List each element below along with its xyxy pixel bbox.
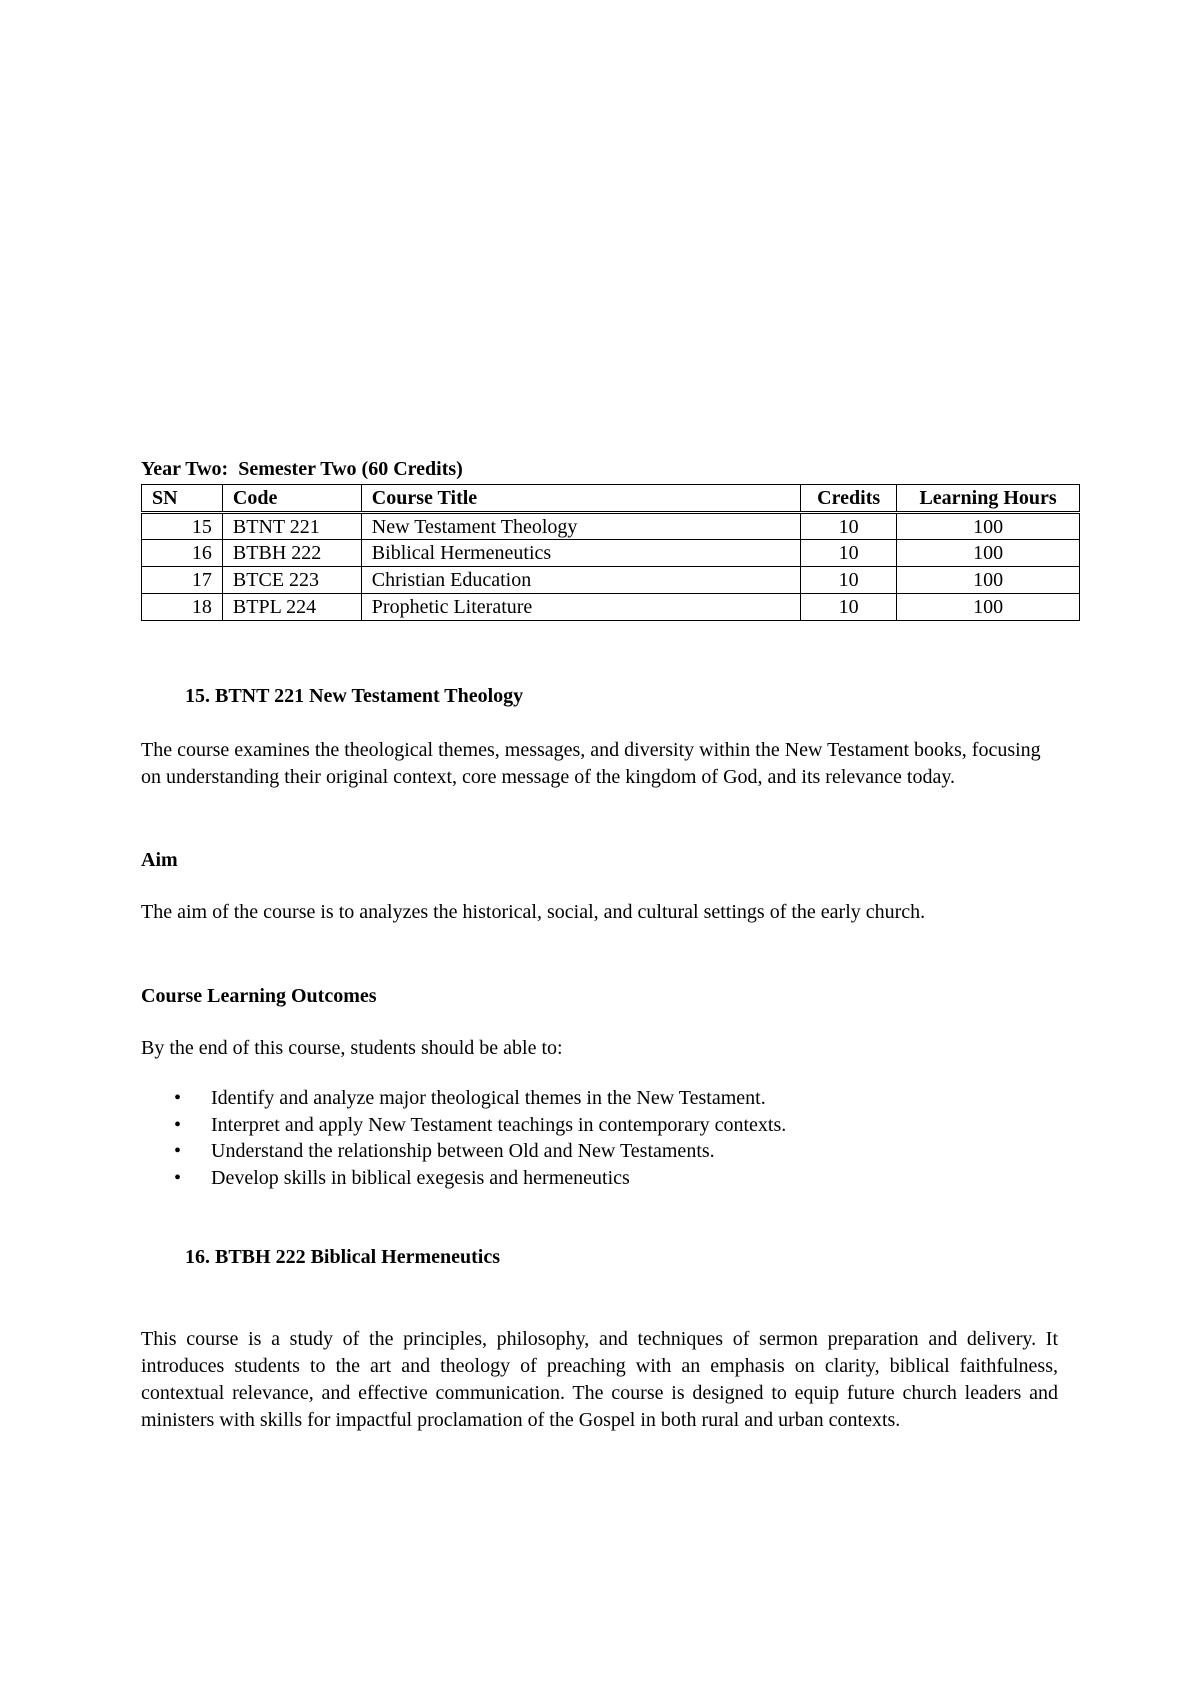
cell-credits: 10 [801,567,897,594]
section-heading-new-testament-theology: 15. BTNT 221 New Testament Theology [185,685,524,707]
header-course-title: Course Title [361,485,800,513]
cell-course-title: Christian Education [361,567,800,594]
outcome-text: Identify and analyze major theological themes in the New Testament. [211,1087,766,1109]
aim-text: The aim of the course is to analyzes the historical, social, and cultural settings of the early church. [141,901,926,923]
course-table [141,484,1080,621]
cell-course-title: Biblical Hermeneutics [361,540,800,567]
cell-sn: 17 [142,567,223,594]
outcomes-intro: By the end of this course, students should be able to: [141,1037,563,1059]
course-description: The course examines the theological themes, messages, and diversity within the New Testament books, focusing on understanding their original context, core message of the kingdom of God, and its relevance today. [141,739,1041,788]
list-item [141,1165,786,1192]
cell-learning-hours: 100 [897,594,1080,621]
cell-code: BTPL 224 [222,594,361,621]
table-row [142,594,1080,621]
list-item [141,1085,786,1112]
cell-course-title: Prophetic Literature [361,594,800,621]
outcomes-heading: Course Learning Outcomes [141,985,377,1007]
bullet-icon: • [174,1113,182,1136]
bullet-icon: • [174,1087,182,1109]
aim-heading: Aim [141,849,178,871]
header-learning-hours: Learning Hours [897,485,1080,513]
list-item [141,1112,786,1139]
outcome-text: Understand the relationship between Old and New Testaments. [211,1140,715,1162]
bullet-icon: • [174,1166,182,1189]
table-row [142,540,1080,567]
header-code: Code [222,485,361,513]
list-item [141,1138,786,1165]
bullet-icon: • [174,1140,182,1162]
cell-sn: 15 [142,513,223,540]
outcomes-list [141,1085,786,1191]
table-header-row [142,485,1080,513]
cell-sn: 18 [142,594,223,621]
cell-sn: 16 [142,540,223,567]
table-title: Year Two: Semester Two (60 Credits) [141,458,463,480]
table-row [142,513,1080,540]
outcome-text: Interpret and apply New Testament teachings in contemporary contexts. [211,1113,787,1136]
outcome-text: Develop skills in biblical exegesis and hermeneutics [211,1166,630,1189]
cell-learning-hours: 100 [897,513,1080,540]
section-heading-biblical-hermeneutics: 16. BTBH 222 Biblical Hermeneutics [185,1246,500,1268]
cell-credits: 10 [801,594,897,621]
table-row [142,567,1080,594]
course-description: This course is a study of the principles, philosophy, and techniques of sermon preparation and delivery. It introduces students to the art and theology of preaching with an emphasis on clarity, biblical faithfulness, contextual relevance, and effective communication. The course is designed to equip future church leaders and ministers with skills for impactful proclamation of the Gospel in both rural and urban contexts. [141,1328,1058,1431]
header-sn: SN [142,485,223,513]
cell-code: BTBH 222 [222,540,361,567]
cell-code: BTCE 223 [222,567,361,594]
cell-credits: 10 [801,540,897,567]
header-credits: Credits [801,485,897,513]
cell-credits: 10 [801,513,897,540]
cell-learning-hours: 100 [897,567,1080,594]
cell-course-title: New Testament Theology [361,513,800,540]
cell-code: BTNT 221 [222,513,361,540]
cell-learning-hours: 100 [897,540,1080,567]
